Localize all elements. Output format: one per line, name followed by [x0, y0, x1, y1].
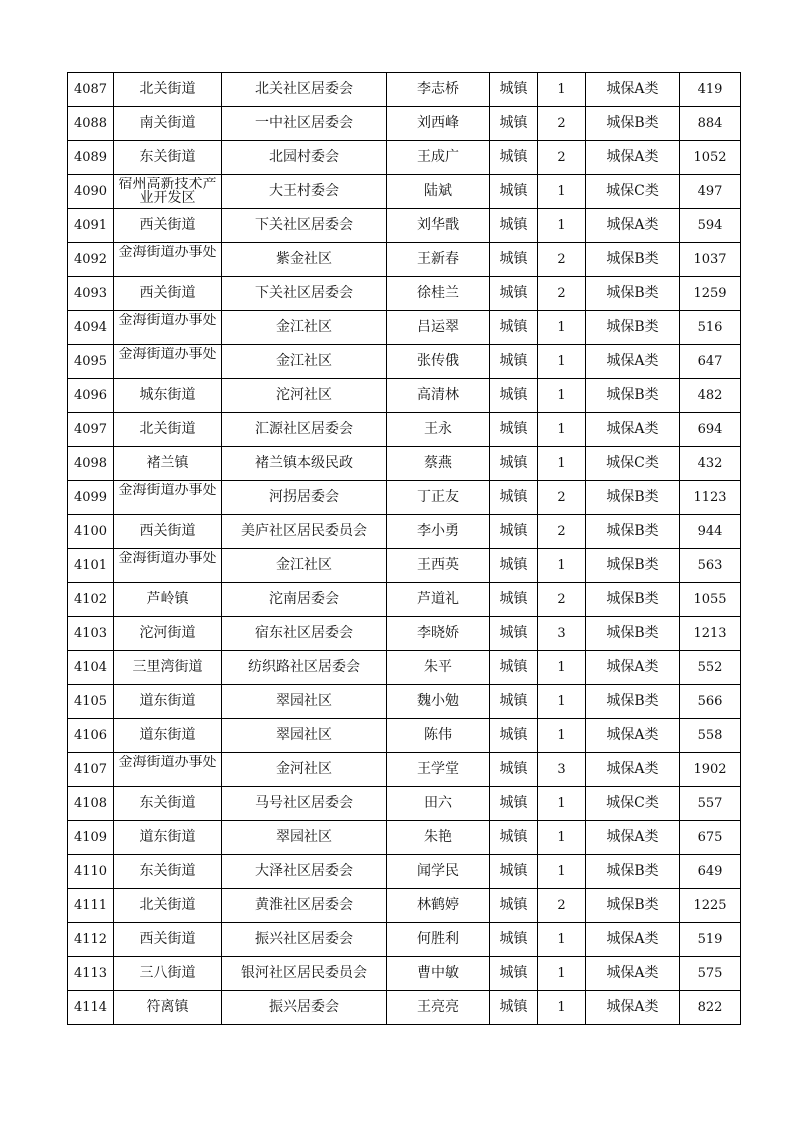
- amount-cell: 1225: [680, 889, 741, 923]
- category-cell: 城保A类: [586, 923, 680, 957]
- record-id-cell: 4093: [68, 277, 114, 311]
- category-cell: 城保B类: [586, 107, 680, 141]
- area-type-cell: 城镇: [490, 753, 538, 787]
- category-cell: 城保C类: [586, 787, 680, 821]
- household-count-cell: 2: [538, 141, 586, 175]
- recipient-name-cell: 王亮亮: [387, 991, 490, 1025]
- recipient-name-cell: 刘华戬: [387, 209, 490, 243]
- street-cell: [114, 481, 222, 515]
- record-id-cell: 4113: [68, 957, 114, 991]
- category-cell: 城保B类: [586, 311, 680, 345]
- recipient-name-cell: 朱平: [387, 651, 490, 685]
- amount-cell: 675: [680, 821, 741, 855]
- street-cell: 东关街道: [114, 141, 222, 175]
- street-cell: 三八街道: [114, 957, 222, 991]
- street-text: 金海街道办事处: [118, 483, 217, 498]
- household-count-cell: 2: [538, 243, 586, 277]
- record-id-cell: 4087: [68, 73, 114, 107]
- recipient-name-cell: 王永: [387, 413, 490, 447]
- area-type-cell: 城镇: [490, 991, 538, 1025]
- street-cell: [114, 549, 222, 583]
- amount-cell: 419: [680, 73, 741, 107]
- household-count-cell: 1: [538, 719, 586, 753]
- street-cell: [114, 753, 222, 787]
- area-type-cell: 城镇: [490, 311, 538, 345]
- community-cell: 沱河社区: [222, 379, 387, 413]
- table-row: [68, 413, 741, 447]
- table-row: [68, 617, 741, 651]
- amount-cell: 649: [680, 855, 741, 889]
- table-row: [68, 345, 741, 379]
- community-cell: 翠园社区: [222, 821, 387, 855]
- record-id-cell: 4092: [68, 243, 114, 277]
- category-cell: 城保B类: [586, 243, 680, 277]
- community-cell: 汇源社区居委会: [222, 413, 387, 447]
- category-cell: 城保C类: [586, 447, 680, 481]
- amount-cell: 516: [680, 311, 741, 345]
- street-cell: [114, 311, 222, 345]
- street-cell: 沱河街道: [114, 617, 222, 651]
- street-text: 金海街道办事处: [118, 755, 217, 770]
- recipient-name-cell: 魏小勉: [387, 685, 490, 719]
- household-count-cell: 1: [538, 413, 586, 447]
- community-cell: 振兴居委会: [222, 991, 387, 1025]
- community-cell: 翠园社区: [222, 719, 387, 753]
- category-cell: 城保A类: [586, 753, 680, 787]
- community-cell: 黄淮社区居委会: [222, 889, 387, 923]
- table-row: [68, 379, 741, 413]
- area-type-cell: 城镇: [490, 889, 538, 923]
- area-type-cell: 城镇: [490, 685, 538, 719]
- area-type-cell: 城镇: [490, 413, 538, 447]
- street-cell: 道东街道: [114, 719, 222, 753]
- category-cell: 城保C类: [586, 175, 680, 209]
- community-cell: 金河社区: [222, 753, 387, 787]
- community-cell: 宿东社区居委会: [222, 617, 387, 651]
- street-text: 金海街道办事处: [118, 551, 217, 566]
- record-id-cell: 4112: [68, 923, 114, 957]
- recipient-name-cell: 刘西峰: [387, 107, 490, 141]
- street-cell: [114, 243, 222, 277]
- area-type-cell: 城镇: [490, 719, 538, 753]
- area-type-cell: 城镇: [490, 73, 538, 107]
- household-count-cell: 1: [538, 175, 586, 209]
- record-id-cell: 4105: [68, 685, 114, 719]
- community-cell: 振兴社区居委会: [222, 923, 387, 957]
- recipient-name-cell: 田六: [387, 787, 490, 821]
- recipient-name-cell: 朱艳: [387, 821, 490, 855]
- street-cell: 道东街道: [114, 685, 222, 719]
- household-count-cell: 2: [538, 277, 586, 311]
- household-count-cell: 1: [538, 549, 586, 583]
- household-count-cell: 2: [538, 515, 586, 549]
- area-type-cell: 城镇: [490, 821, 538, 855]
- area-type-cell: 城镇: [490, 209, 538, 243]
- table-row: [68, 209, 741, 243]
- record-id-cell: 4109: [68, 821, 114, 855]
- record-id-cell: 4111: [68, 889, 114, 923]
- community-cell: 纺织路社区居委会: [222, 651, 387, 685]
- amount-cell: 1055: [680, 583, 741, 617]
- street-text: 宿州高新技术产业开发区: [118, 177, 217, 206]
- category-cell: 城保A类: [586, 651, 680, 685]
- household-count-cell: 2: [538, 107, 586, 141]
- area-type-cell: 城镇: [490, 617, 538, 651]
- amount-cell: 1037: [680, 243, 741, 277]
- table-row: [68, 889, 741, 923]
- street-cell: [114, 175, 222, 209]
- community-cell: 沱南居委会: [222, 583, 387, 617]
- area-type-cell: 城镇: [490, 175, 538, 209]
- record-id-cell: 4097: [68, 413, 114, 447]
- table-row: [68, 243, 741, 277]
- record-id-cell: 4098: [68, 447, 114, 481]
- street-cell: 北关街道: [114, 413, 222, 447]
- street-cell: 三里湾街道: [114, 651, 222, 685]
- household-count-cell: 1: [538, 991, 586, 1025]
- record-id-cell: 4104: [68, 651, 114, 685]
- amount-cell: 1902: [680, 753, 741, 787]
- amount-cell: 552: [680, 651, 741, 685]
- record-id-cell: 4108: [68, 787, 114, 821]
- household-count-cell: 2: [538, 481, 586, 515]
- community-cell: 下关社区居委会: [222, 277, 387, 311]
- area-type-cell: 城镇: [490, 141, 538, 175]
- amount-cell: 944: [680, 515, 741, 549]
- amount-cell: 1213: [680, 617, 741, 651]
- street-cell: 北关街道: [114, 889, 222, 923]
- household-count-cell: 1: [538, 311, 586, 345]
- table-row: [68, 651, 741, 685]
- household-count-cell: 1: [538, 209, 586, 243]
- table-row: [68, 73, 741, 107]
- area-type-cell: 城镇: [490, 243, 538, 277]
- area-type-cell: 城镇: [490, 957, 538, 991]
- community-cell: 金江社区: [222, 311, 387, 345]
- recipient-name-cell: 陈伟: [387, 719, 490, 753]
- recipient-name-cell: 李志桥: [387, 73, 490, 107]
- street-cell: 西关街道: [114, 277, 222, 311]
- recipient-name-cell: 丁正友: [387, 481, 490, 515]
- recipient-name-cell: 吕运翠: [387, 311, 490, 345]
- recipient-name-cell: 何胜利: [387, 923, 490, 957]
- household-count-cell: 3: [538, 753, 586, 787]
- amount-cell: 1259: [680, 277, 741, 311]
- amount-cell: 575: [680, 957, 741, 991]
- amount-cell: 884: [680, 107, 741, 141]
- recipient-name-cell: 陆斌: [387, 175, 490, 209]
- amount-cell: 558: [680, 719, 741, 753]
- table-body: [68, 73, 741, 1025]
- community-cell: 北关社区居委会: [222, 73, 387, 107]
- table-row: [68, 991, 741, 1025]
- community-cell: 马号社区居委会: [222, 787, 387, 821]
- table-row: [68, 515, 741, 549]
- recipient-name-cell: 王成广: [387, 141, 490, 175]
- category-cell: 城保B类: [586, 583, 680, 617]
- community-cell: 翠园社区: [222, 685, 387, 719]
- recipient-name-cell: 王新春: [387, 243, 490, 277]
- recipient-name-cell: 闻学民: [387, 855, 490, 889]
- street-cell: 符离镇: [114, 991, 222, 1025]
- community-cell: 河拐居委会: [222, 481, 387, 515]
- table-row: [68, 277, 741, 311]
- category-cell: 城保A类: [586, 413, 680, 447]
- recipient-name-cell: 芦道礼: [387, 583, 490, 617]
- household-count-cell: 1: [538, 685, 586, 719]
- category-cell: 城保A类: [586, 719, 680, 753]
- area-type-cell: 城镇: [490, 923, 538, 957]
- category-cell: 城保A类: [586, 345, 680, 379]
- amount-cell: 1052: [680, 141, 741, 175]
- table-row: [68, 311, 741, 345]
- household-count-cell: 1: [538, 447, 586, 481]
- street-cell: 道东街道: [114, 821, 222, 855]
- amount-cell: 1123: [680, 481, 741, 515]
- table-row: [68, 855, 741, 889]
- amount-cell: 647: [680, 345, 741, 379]
- community-cell: 大王村委会: [222, 175, 387, 209]
- record-id-cell: 4091: [68, 209, 114, 243]
- record-id-cell: 4110: [68, 855, 114, 889]
- table-row: [68, 549, 741, 583]
- recipient-name-cell: 高清林: [387, 379, 490, 413]
- recipient-name-cell: 曹中敏: [387, 957, 490, 991]
- street-cell: 北关街道: [114, 73, 222, 107]
- household-count-cell: 1: [538, 957, 586, 991]
- street-text: 金海街道办事处: [118, 347, 217, 362]
- area-type-cell: 城镇: [490, 345, 538, 379]
- record-id-cell: 4103: [68, 617, 114, 651]
- street-cell: 东关街道: [114, 855, 222, 889]
- street-cell: 城东街道: [114, 379, 222, 413]
- community-cell: 金江社区: [222, 549, 387, 583]
- table-row: [68, 685, 741, 719]
- household-count-cell: 1: [538, 651, 586, 685]
- record-id-cell: 4114: [68, 991, 114, 1025]
- amount-cell: 497: [680, 175, 741, 209]
- community-cell: 褚兰镇本级民政: [222, 447, 387, 481]
- record-id-cell: 4096: [68, 379, 114, 413]
- category-cell: 城保A类: [586, 209, 680, 243]
- recipient-name-cell: 林鹤婷: [387, 889, 490, 923]
- area-type-cell: 城镇: [490, 379, 538, 413]
- category-cell: 城保B类: [586, 277, 680, 311]
- amount-cell: 557: [680, 787, 741, 821]
- table-row: [68, 107, 741, 141]
- record-id-cell: 4094: [68, 311, 114, 345]
- amount-cell: 566: [680, 685, 741, 719]
- amount-cell: 563: [680, 549, 741, 583]
- record-id-cell: 4088: [68, 107, 114, 141]
- category-cell: 城保B类: [586, 515, 680, 549]
- amount-cell: 822: [680, 991, 741, 1025]
- recipient-name-cell: 徐桂兰: [387, 277, 490, 311]
- table-row: [68, 175, 741, 209]
- recipient-name-cell: 王西英: [387, 549, 490, 583]
- recipient-name-cell: 李晓娇: [387, 617, 490, 651]
- street-cell: 西关街道: [114, 515, 222, 549]
- category-cell: 城保A类: [586, 141, 680, 175]
- table-row: [68, 787, 741, 821]
- community-cell: 美庐社区居民委员会: [222, 515, 387, 549]
- record-id-cell: 4089: [68, 141, 114, 175]
- table-row: [68, 447, 741, 481]
- area-type-cell: 城镇: [490, 515, 538, 549]
- record-id-cell: 4106: [68, 719, 114, 753]
- category-cell: 城保A类: [586, 73, 680, 107]
- area-type-cell: 城镇: [490, 651, 538, 685]
- community-cell: 下关社区居委会: [222, 209, 387, 243]
- category-cell: 城保B类: [586, 379, 680, 413]
- household-count-cell: 1: [538, 923, 586, 957]
- record-id-cell: 4102: [68, 583, 114, 617]
- record-id-cell: 4101: [68, 549, 114, 583]
- street-cell: 褚兰镇: [114, 447, 222, 481]
- category-cell: 城保B类: [586, 617, 680, 651]
- household-count-cell: 1: [538, 855, 586, 889]
- category-cell: 城保B类: [586, 549, 680, 583]
- category-cell: 城保A类: [586, 821, 680, 855]
- street-cell: 西关街道: [114, 209, 222, 243]
- community-cell: 紫金社区: [222, 243, 387, 277]
- recipient-name-cell: 蔡燕: [387, 447, 490, 481]
- record-id-cell: 4095: [68, 345, 114, 379]
- recipient-name-cell: 张传俄: [387, 345, 490, 379]
- community-cell: 一中社区居委会: [222, 107, 387, 141]
- household-count-cell: 3: [538, 617, 586, 651]
- category-cell: 城保B类: [586, 685, 680, 719]
- household-count-cell: 1: [538, 345, 586, 379]
- category-cell: 城保A类: [586, 991, 680, 1025]
- household-count-cell: 2: [538, 583, 586, 617]
- area-type-cell: 城镇: [490, 107, 538, 141]
- amount-cell: 594: [680, 209, 741, 243]
- area-type-cell: 城镇: [490, 583, 538, 617]
- area-type-cell: 城镇: [490, 277, 538, 311]
- household-count-cell: 1: [538, 379, 586, 413]
- community-cell: 银河社区居民委员会: [222, 957, 387, 991]
- relief-recipient-table: [67, 72, 741, 1025]
- household-count-cell: 1: [538, 821, 586, 855]
- community-cell: 大泽社区居委会: [222, 855, 387, 889]
- category-cell: 城保A类: [586, 957, 680, 991]
- table-row: [68, 719, 741, 753]
- street-text: 金海街道办事处: [118, 313, 217, 328]
- amount-cell: 694: [680, 413, 741, 447]
- street-cell: 南关街道: [114, 107, 222, 141]
- community-cell: 金江社区: [222, 345, 387, 379]
- household-count-cell: 1: [538, 73, 586, 107]
- table-row: [68, 141, 741, 175]
- amount-cell: 519: [680, 923, 741, 957]
- street-cell: 东关街道: [114, 787, 222, 821]
- area-type-cell: 城镇: [490, 481, 538, 515]
- category-cell: 城保B类: [586, 481, 680, 515]
- community-cell: 北园村委会: [222, 141, 387, 175]
- street-cell: [114, 345, 222, 379]
- street-cell: 芦岭镇: [114, 583, 222, 617]
- street-cell: 西关街道: [114, 923, 222, 957]
- table-row: [68, 923, 741, 957]
- table-row: [68, 583, 741, 617]
- household-count-cell: 2: [538, 889, 586, 923]
- street-text: 金海街道办事处: [118, 245, 217, 260]
- recipient-name-cell: 李小勇: [387, 515, 490, 549]
- table-row: [68, 753, 741, 787]
- amount-cell: 482: [680, 379, 741, 413]
- table-row: [68, 821, 741, 855]
- table-row: [68, 957, 741, 991]
- category-cell: 城保B类: [586, 889, 680, 923]
- area-type-cell: 城镇: [490, 855, 538, 889]
- amount-cell: 432: [680, 447, 741, 481]
- category-cell: 城保B类: [586, 855, 680, 889]
- area-type-cell: 城镇: [490, 447, 538, 481]
- area-type-cell: 城镇: [490, 549, 538, 583]
- record-id-cell: 4090: [68, 175, 114, 209]
- recipient-name-cell: 王学堂: [387, 753, 490, 787]
- record-id-cell: 4100: [68, 515, 114, 549]
- table-row: [68, 481, 741, 515]
- household-count-cell: 1: [538, 787, 586, 821]
- area-type-cell: 城镇: [490, 787, 538, 821]
- record-id-cell: 4107: [68, 753, 114, 787]
- record-id-cell: 4099: [68, 481, 114, 515]
